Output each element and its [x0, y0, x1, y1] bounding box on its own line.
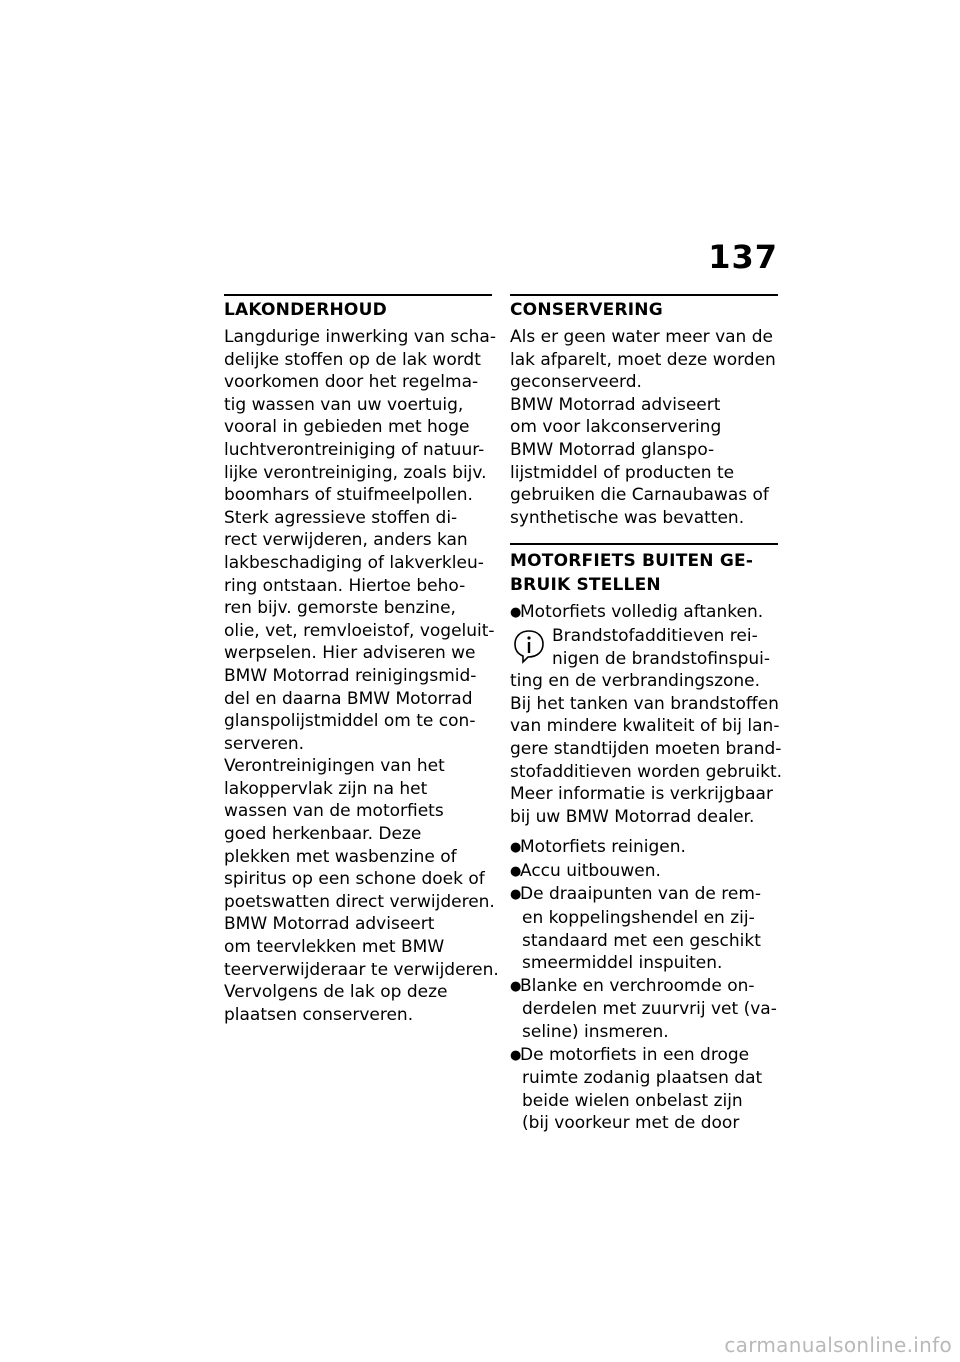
- info-text-line: Bij het tanken van brandstoffen: [510, 693, 779, 714]
- bullet-icon: ●: [510, 1047, 522, 1063]
- text-line: BMW Motorrad adviseert: [224, 914, 435, 935]
- text-line: Verontreinigingen van het: [224, 756, 445, 777]
- text-line: luchtverontreiniging of natuur-: [224, 439, 485, 460]
- list-item-text: Accu uitbouwen.: [520, 860, 661, 881]
- list-item-text: Motorfiets reinigen.: [520, 837, 686, 858]
- section-heading-buiten-gebruik: [510, 549, 778, 597]
- text-line: Langdurige inwerking van scha-: [224, 327, 496, 347]
- paragraph: [510, 326, 778, 394]
- watermark: carmanualsonline.info: [724, 1333, 952, 1357]
- right-column: [510, 294, 783, 1135]
- list-item-text: (bij voorkeur met de door: [522, 1113, 740, 1134]
- info-icon: [512, 629, 546, 665]
- paragraph: [224, 755, 495, 913]
- text-line: om voor lakconservering: [510, 417, 722, 438]
- text-line: glanspolijstmiddel om te con-: [224, 711, 476, 732]
- text-line: Vervolgens de lak op deze: [224, 982, 448, 1003]
- text-line: poetswatten direct verwijderen.: [224, 891, 495, 912]
- text-line: tig wassen van uw voertuig,: [224, 394, 464, 415]
- list-item-first-line: [510, 860, 778, 884]
- text-line: Sterk agressieve stoffen di-: [224, 507, 458, 528]
- text-line: BMW Motorrad glanspo-: [510, 439, 715, 460]
- list-item: [510, 836, 778, 860]
- info-note: [510, 625, 783, 828]
- list-item-first-line: [510, 1044, 778, 1068]
- list-item-text: derdelen met zuurvrij vet (va-: [522, 999, 777, 1020]
- bullet-list: [510, 836, 778, 1135]
- left-column: [224, 294, 499, 1026]
- list-item-text: seline) insmeren.: [522, 1022, 669, 1043]
- list-item: [510, 601, 778, 625]
- bullet-icon: ●: [510, 863, 522, 879]
- section-heading-lakonderhoud: LAKONDERHOUD: [224, 300, 387, 320]
- bullet-icon: ●: [510, 978, 522, 994]
- section-divider: [510, 543, 778, 545]
- text-line: rect verwijderen, anders kan: [224, 530, 468, 551]
- text-line: goed herkenbaar. Deze: [224, 824, 422, 845]
- bullet-icon: ●: [510, 605, 522, 621]
- list-item-text: De motorfiets in een droge: [520, 1044, 750, 1065]
- list-item-text: Blanke en verchroomde on-: [520, 975, 755, 996]
- text-line: geconserveerd.: [510, 372, 642, 393]
- list-item-text: beide wielen onbelast zijn: [522, 1090, 743, 1111]
- info-text-line: nigen de brandstofinspui-: [552, 648, 771, 669]
- list-item: [510, 1044, 778, 1135]
- list-item-text: ruimte zodanig plaatsen dat: [522, 1068, 763, 1089]
- text-line: BMW Motorrad adviseert: [510, 394, 721, 415]
- list-item-first-line: [510, 883, 778, 907]
- info-text-line: ting en de verbrandingszone.: [510, 671, 761, 692]
- info-text-line: stofadditieven worden gebruikt.: [510, 761, 783, 782]
- conservering-paragraphs: [510, 326, 778, 529]
- text-line: serveren.: [224, 733, 305, 754]
- text-line: voorkomen door het regelma-: [224, 372, 479, 393]
- list-item: [510, 975, 778, 1044]
- info-text-line: Meer informatie is verkrijgbaar: [510, 784, 773, 805]
- paragraph: [224, 913, 499, 1026]
- list-item-first-line: [510, 836, 778, 860]
- text-line: om teervlekken met BMW: [224, 937, 445, 958]
- section-heading-conservering: CONSERVERING: [510, 300, 663, 320]
- list-item-text: Motorfiets volledig aftanken.: [520, 602, 764, 623]
- text-line: vooral in gebieden met hoge: [224, 417, 470, 438]
- text-line: BMW Motorrad reinigingsmid-: [224, 665, 477, 686]
- text-line: spiritus op een schone doek of: [224, 869, 485, 890]
- text-line: plaatsen conserveren.: [224, 1004, 414, 1025]
- info-text: [510, 670, 783, 828]
- text-line: del en daarna BMW Motorrad: [224, 688, 473, 709]
- text-line: ring ontstaan. Hiertoe beho-: [224, 575, 466, 596]
- text-line: delijke stoffen op de lak wordt: [224, 349, 481, 370]
- left-paragraphs: [224, 326, 499, 1026]
- list-item-first-line: [510, 975, 778, 999]
- paragraph: [224, 507, 495, 756]
- page-number: 137: [708, 238, 778, 276]
- heading-line: MOTORFIETS BUITEN GE-: [510, 551, 754, 572]
- bullet-icon: ●: [510, 840, 522, 856]
- bullet-icon: ●: [510, 887, 522, 903]
- info-text-line: van mindere kwaliteit of bij lan-: [510, 716, 780, 737]
- list-item-text: De draaipunten van de rem-: [520, 884, 762, 905]
- section-divider: [510, 294, 778, 296]
- heading-line: BRUIK STELLEN: [510, 575, 661, 596]
- text-line: olie, vet, remvloeistof, vogeluit-: [224, 620, 495, 641]
- text-line: gebruiken die Carnaubawas of: [510, 485, 769, 506]
- text-line: wassen van de motorfiets: [224, 801, 444, 822]
- paragraph: [510, 394, 778, 530]
- list-item-text: smeermiddel inspuiten.: [522, 953, 723, 974]
- info-text-line: bij uw BMW Motorrad dealer.: [510, 806, 755, 827]
- list-item-text: en koppelingshendel en zij-: [522, 908, 755, 929]
- text-line: lak afparelt, moet deze worden: [510, 349, 776, 370]
- text-line: synthetische was bevatten.: [510, 507, 745, 528]
- info-text-line: gere standtijden moeten brand-: [510, 738, 782, 759]
- text-line: lakoppervlak zijn na het: [224, 778, 428, 799]
- text-line: plekken met wasbenzine of: [224, 846, 457, 867]
- list-item: [510, 883, 778, 974]
- text-line: lakbeschadiging of lakverkleu-: [224, 552, 484, 573]
- info-text-line: Brandstofadditieven rei-: [552, 625, 758, 646]
- text-line: teerverwijderaar te verwijderen.: [224, 959, 499, 980]
- list-item-text: standaard met een geschikt: [522, 930, 761, 951]
- text-line: werpselen. Hier adviseren we: [224, 643, 476, 664]
- list-item: [510, 860, 778, 884]
- text-line: Als er geen water meer van de: [510, 327, 773, 347]
- text-line: lijke verontreiniging, zoals bijv.: [224, 462, 487, 483]
- text-line: ren bijv. gemorste benzine,: [224, 598, 456, 619]
- section-divider: [224, 294, 492, 296]
- text-line: boomhars of stuifmeelpollen.: [224, 485, 473, 506]
- text-line: lijstmiddel of producten te: [510, 462, 735, 483]
- paragraph: [224, 326, 496, 507]
